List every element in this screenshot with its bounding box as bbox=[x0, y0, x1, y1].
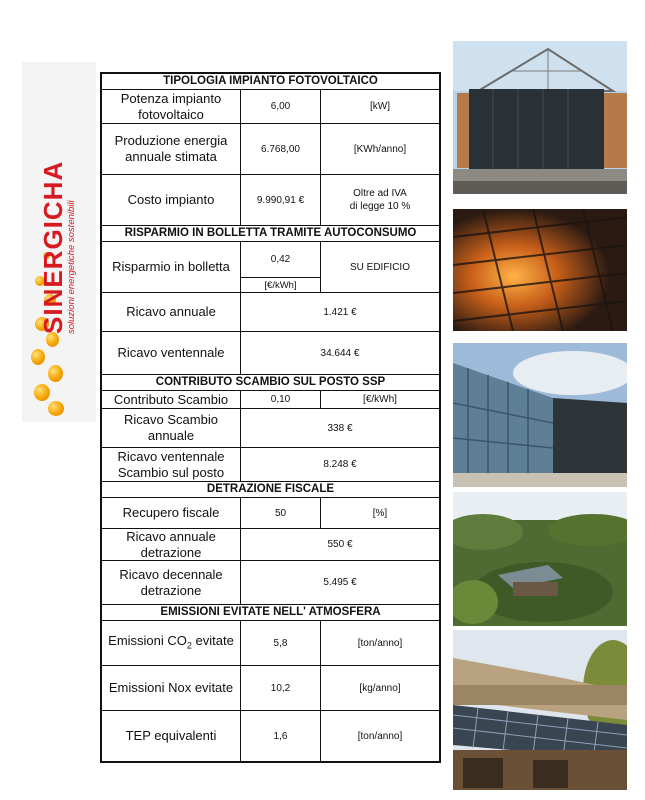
logo-dot bbox=[48, 365, 63, 382]
row-value: 0,10 bbox=[241, 391, 321, 408]
value-number: 0,42 bbox=[270, 254, 291, 265]
photo-panels-reflection bbox=[453, 209, 627, 331]
row-label bbox=[102, 621, 241, 665]
table-row bbox=[102, 621, 439, 666]
row-label: Ricavo ventennale bbox=[102, 332, 241, 374]
row-label: TEP equivalenti bbox=[102, 711, 241, 761]
photo-building-facade bbox=[453, 41, 627, 194]
row-unit: [€/kWh] bbox=[363, 394, 397, 405]
table-row bbox=[102, 175, 439, 226]
table-row bbox=[102, 332, 439, 375]
row-value: 8.248 € bbox=[323, 459, 357, 470]
row-label: Ricavo annuale detrazione bbox=[102, 529, 241, 560]
row-value: 9.990,91 € bbox=[241, 175, 321, 225]
table-row bbox=[102, 293, 439, 332]
logo-dot bbox=[31, 349, 45, 365]
pv-summary-table bbox=[100, 72, 441, 763]
unit-line: Oltre ad IVA bbox=[353, 188, 407, 199]
table-row bbox=[102, 529, 439, 561]
row-unit: [ton/anno] bbox=[357, 730, 403, 742]
table-row bbox=[102, 498, 439, 529]
row-unit: [%] bbox=[372, 507, 388, 519]
value-unit: [€/kWh] bbox=[241, 277, 320, 292]
logo-dot bbox=[46, 332, 59, 347]
row-label: Risparmio in bolletta bbox=[102, 242, 241, 292]
logo-dot bbox=[34, 384, 50, 401]
row-label: Produzione energia annuale stimata bbox=[102, 124, 241, 174]
row-value: 6.768,00 bbox=[241, 124, 321, 174]
label-text: Emissioni CO bbox=[108, 632, 187, 648]
photo-house-forest bbox=[453, 492, 627, 626]
table-row bbox=[102, 409, 439, 448]
row-label: Recupero fiscale bbox=[102, 498, 241, 528]
section-header-contributo: CONTRIBUTO SCAMBIO SUL POSTO SSP bbox=[102, 375, 439, 391]
label-subscript: 2 bbox=[186, 640, 192, 651]
row-value bbox=[241, 242, 321, 292]
logo-tagline: soluzioni energetiche sostenibili bbox=[66, 200, 77, 334]
section-header-emissioni: EMISSIONI EVITATE NELL' ATMOSFERA bbox=[102, 605, 439, 621]
row-label: Emissioni Nox evitate bbox=[102, 666, 241, 710]
row-note: SU EDIFICIO bbox=[349, 261, 410, 273]
photo-glass-building bbox=[453, 343, 627, 487]
section-header-tipologia: TIPOLOGIA IMPIANTO FOTOVOLTAICO bbox=[102, 74, 439, 90]
row-label: Costo impianto bbox=[102, 175, 241, 225]
logo-dot bbox=[48, 401, 64, 416]
row-value: 6,00 bbox=[241, 90, 321, 123]
table-row bbox=[102, 90, 439, 124]
table-row bbox=[102, 391, 439, 409]
row-label: Ricavo annuale bbox=[102, 293, 241, 331]
row-value: 1,6 bbox=[241, 711, 321, 761]
row-value: 5.495 € bbox=[323, 577, 357, 588]
photo-roof-panels bbox=[453, 630, 627, 790]
row-label: Contributo Scambio bbox=[102, 391, 241, 408]
row-value: 34.644 € bbox=[320, 347, 360, 359]
logo-name: SINERGICHA bbox=[38, 160, 68, 334]
row-unit: [kg/anno] bbox=[359, 682, 401, 694]
row-value: 338 € bbox=[327, 422, 353, 434]
row-label: Potenza impianto fotovoltaico bbox=[102, 90, 241, 123]
company-logo bbox=[22, 62, 96, 422]
row-value: 50 bbox=[241, 498, 321, 528]
section-header-detrazione: DETRAZIONE FISCALE bbox=[102, 482, 439, 498]
row-value: 10,2 bbox=[241, 666, 321, 710]
row-label: Ricavo ventennale Scambio sul posto bbox=[102, 448, 241, 481]
row-unit: [kW] bbox=[370, 101, 390, 112]
row-value: 1.421 € bbox=[323, 306, 357, 318]
row-value: 550 € bbox=[327, 539, 353, 550]
label-text: evitate bbox=[191, 632, 234, 648]
row-label: Ricavo Scambio annuale bbox=[102, 409, 241, 447]
row-unit: [KWh/anno] bbox=[353, 143, 407, 155]
row-value: 5,8 bbox=[241, 621, 321, 665]
table-row bbox=[102, 448, 439, 482]
table-row bbox=[102, 242, 439, 293]
row-unit bbox=[321, 175, 439, 225]
row-label: Ricavo decennale detrazione bbox=[102, 561, 241, 604]
unit-line: di legge 10 % bbox=[349, 201, 411, 212]
table-row bbox=[102, 124, 439, 175]
section-header-risparmio: RISPARMIO IN BOLLETTA TRAMITE AUTOCONSUMO bbox=[102, 226, 439, 242]
row-unit: [ton/anno] bbox=[357, 637, 403, 649]
table-row bbox=[102, 711, 439, 761]
table-row bbox=[102, 561, 439, 605]
table-row bbox=[102, 666, 439, 711]
